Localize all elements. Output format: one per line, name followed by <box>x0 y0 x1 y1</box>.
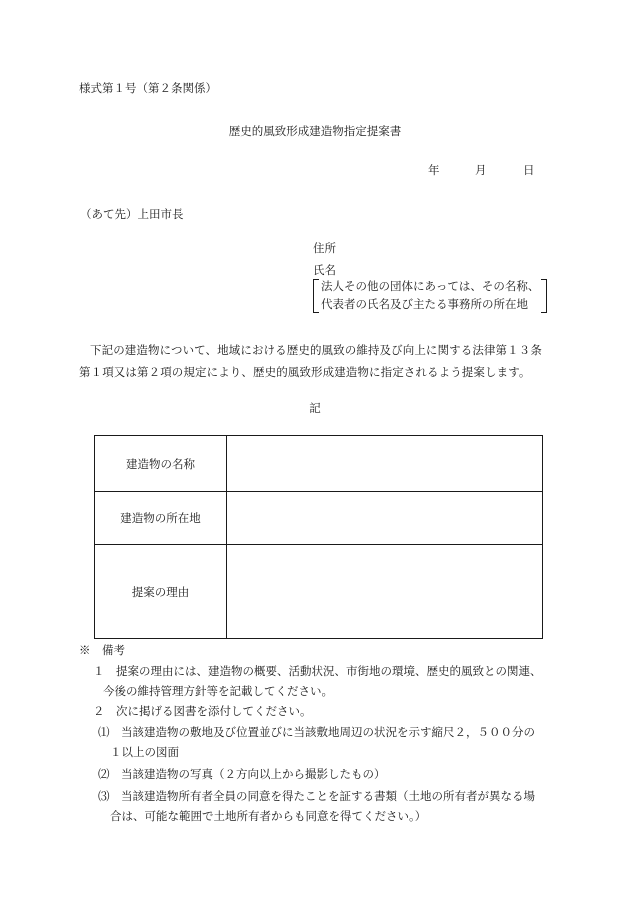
right-bracket <box>541 279 547 313</box>
date-day-label: 日 <box>523 163 535 177</box>
corporation-note-line1: 法人その他の団体にあっては、その名称、 <box>321 279 540 293</box>
remark-sub-1-line2: １以上の図面 <box>110 745 179 759</box>
corporation-note <box>313 278 547 314</box>
proposal-statement: 下記の建造物について、地域における歴史的風致の維持及び向上に関する法律第１３条第１項又は第２項の規定により、歴史的風致形成建造物に指定されるよう提案します。 <box>79 343 542 379</box>
date-year-label: 年 <box>428 163 440 177</box>
address-label: 住所 <box>313 241 336 255</box>
corporation-note-line2: 代表者の氏名及び主たる事務所の所在地 <box>321 297 528 311</box>
date-month-label: 月 <box>475 163 487 177</box>
remark-sub-2: ⑵ 当該建造物の写真（２方向以上から撮影したもの） <box>98 767 386 781</box>
proposal-reason-label: 提案の理由 <box>95 545 227 639</box>
building-location-field[interactable] <box>227 492 543 545</box>
remark-sub-3-line1: ⑶ 当該建造物所有者全員の同意を得たことを証する書類（土地の所有者が異なる場 <box>98 789 535 803</box>
remark-sub-3-line2: 合は、可能な範囲で土地所有者からも同意を得てください。） <box>110 809 427 823</box>
building-info-table <box>94 435 543 639</box>
left-bracket <box>313 279 319 313</box>
remarks-heading: ※ 備考 <box>79 643 125 657</box>
building-name-label: 建造物の名称 <box>95 436 227 492</box>
remark-sub-1-line1: ⑴ 当該建造物の敷地及び位置並びに当該敷地周辺の状況を示す縮尺２，５００分の <box>98 725 535 739</box>
remark-item-1-line2: 今後の維持管理方針等を記載してください。 <box>103 684 333 698</box>
building-location-label: 建造物の所在地 <box>95 492 227 545</box>
ki-heading: 記 <box>309 401 321 415</box>
building-name-field[interactable] <box>227 436 543 492</box>
table-row <box>95 492 543 545</box>
form-number: 様式第１号（第２条関係） <box>79 81 217 95</box>
proposal-reason-field[interactable] <box>227 545 543 639</box>
addressee: （あて先）上田市長 <box>80 207 184 221</box>
remark-item-2: ２ 次に掲げる図書を添付してください。 <box>93 704 312 718</box>
table-row <box>95 436 543 492</box>
remark-item-1-line1: １ 提案の理由には、建造物の概要、活動状況、市街地の環境、歴史的風致との関連、 <box>93 664 542 678</box>
name-label: 氏名 <box>313 263 336 277</box>
document-title: 歴史的風致形成建造物指定提案書 <box>228 124 402 138</box>
table-row <box>95 545 543 639</box>
